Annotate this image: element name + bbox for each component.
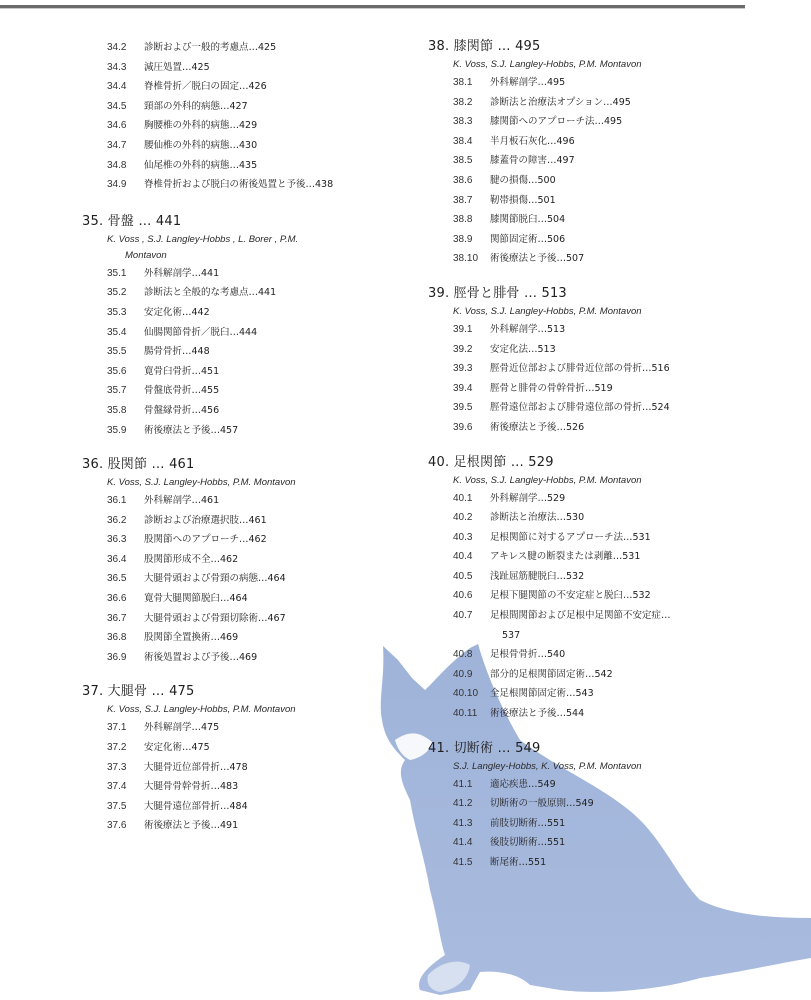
- chapter-title[interactable]: 40. 足根関節 … 529: [428, 454, 554, 470]
- toc-entry[interactable]: [453, 853, 788, 873]
- entry-number: 35.7: [107, 385, 127, 397]
- entry-text: 適応疾患…549: [490, 778, 556, 790]
- toc-entry[interactable]: [453, 814, 788, 834]
- entry-number: 38.2: [453, 96, 473, 108]
- toc-entry[interactable]: [107, 569, 412, 589]
- entry-text: 寛骨臼骨折…451: [144, 365, 220, 377]
- chapter-authors: K. Voss, S.J. Langley-Hobbs, P.M. Montavon: [453, 305, 642, 317]
- toc-entry[interactable]: [453, 794, 788, 814]
- entry-text: 安定化術…475: [144, 742, 210, 754]
- entry-number: 37.6: [107, 820, 127, 832]
- entry-number: 35.1: [107, 267, 127, 279]
- entry-number: 38.10: [453, 253, 479, 265]
- toc-entry[interactable]: [453, 249, 788, 269]
- entry-number: 41.4: [453, 837, 473, 849]
- entry-text: 大腿骨骨幹骨折…483: [144, 781, 239, 793]
- chapter-authors: K. Voss, S.J. Langley-Hobbs, P.M. Montavon: [453, 59, 642, 70]
- entry-text: 膝関節脱臼…504: [490, 214, 566, 226]
- toc-entry[interactable]: [107, 797, 412, 817]
- entry-number: 37.3: [107, 761, 127, 773]
- toc-entry[interactable]: [107, 589, 412, 609]
- toc-entry[interactable]: [453, 508, 788, 528]
- toc-entry[interactable]: [453, 567, 788, 587]
- toc-entry[interactable]: [453, 586, 788, 606]
- toc-entry[interactable]: [107, 362, 412, 382]
- entry-text: 股関節全置換術…469: [144, 632, 239, 644]
- entry-text: 仙尾椎の外科的病態…435: [144, 159, 258, 171]
- entry-text: 腰仙椎の外科的病態…430: [144, 139, 258, 151]
- entry-text: 切断術の一般原則…549: [490, 798, 594, 810]
- toc-entry[interactable]: [453, 132, 788, 152]
- chapter-41: [428, 740, 788, 873]
- entry-number: 40.7: [453, 610, 473, 622]
- entry-list: [82, 38, 412, 195]
- toc-entry[interactable]: [107, 718, 412, 738]
- toc-entry[interactable]: [453, 230, 788, 250]
- right-column: [428, 38, 788, 889]
- toc-entry[interactable]: [453, 359, 788, 379]
- toc-entry[interactable]: [107, 628, 412, 648]
- toc-entry[interactable]: [107, 381, 412, 401]
- entry-number: 38.7: [453, 194, 473, 206]
- toc-entry[interactable]: [107, 758, 412, 778]
- entry-text: 脛骨と腓骨の骨幹骨折…519: [490, 382, 613, 394]
- entry-list: [82, 491, 412, 667]
- entry-number: 40.1: [453, 492, 473, 504]
- entry-number: 34.6: [107, 120, 127, 132]
- entry-number: 38.8: [453, 214, 473, 226]
- entry-text: 大腿骨頭および骨頸切除術…467: [144, 612, 286, 624]
- entry-text: 脊椎骨折および脱臼の術後処置と予後…438: [144, 179, 334, 191]
- entry-text: 膝関節へのアプローチ法…495: [490, 116, 623, 128]
- entry-text: 大腿骨遠位部骨折…484: [144, 800, 248, 812]
- chapter-authors: K. Voss, S.J. Langley-Hobbs, P.M. Montavon: [107, 704, 296, 716]
- entry-text: 術後療法と予後…491: [144, 820, 239, 832]
- entry-number: 39.5: [453, 402, 473, 414]
- entry-text: 安定化術…442: [144, 306, 210, 318]
- entry-text: 関節固定術…506: [490, 233, 566, 245]
- entry-number: 35.5: [107, 346, 127, 358]
- entry-number: 40.3: [453, 531, 473, 543]
- entry-text: 仙腸関節骨折／脱臼…444: [144, 326, 258, 338]
- chapter-37: [82, 683, 412, 836]
- entry-text: 膝蓋骨の障害…497: [490, 155, 575, 167]
- entry-number: 34.2: [107, 42, 127, 53]
- toc-entry[interactable]: [453, 210, 788, 230]
- chapter-title[interactable]: 35. 骨盤 … 441: [82, 213, 182, 229]
- entry-text: 外科解剖学…513: [490, 323, 566, 335]
- entry-text: 術後療法と予後…507: [490, 253, 585, 265]
- toc-entry[interactable]: [107, 738, 412, 758]
- toc-entry[interactable]: [107, 303, 412, 323]
- entry-number: 36.2: [107, 514, 127, 526]
- chapter-36: [82, 456, 412, 667]
- entry-number: 41.3: [453, 817, 473, 829]
- entry-number: 34.5: [107, 100, 127, 112]
- entry-number: 35.8: [107, 404, 127, 416]
- toc-entry[interactable]: [453, 684, 788, 704]
- entry-text: 術後処置および予後…469: [144, 651, 258, 663]
- entry-number: 40.8: [453, 649, 473, 661]
- entry-text: 外科解剖学…495: [490, 77, 566, 88]
- toc-entry[interactable]: [107, 777, 412, 797]
- entry-text: 外科解剖学…441: [144, 267, 220, 279]
- entry-text: 前肢切断術…551: [490, 817, 566, 829]
- toc-entry[interactable]: [453, 112, 788, 132]
- toc-entry[interactable]: [453, 528, 788, 548]
- entry-text: 術後療法と予後…526: [490, 421, 585, 433]
- entry-text: 靭帯損傷…501: [490, 194, 556, 206]
- entry-list: [428, 320, 788, 438]
- toc-entry[interactable]: [107, 550, 412, 570]
- toc-entry[interactable]: [453, 645, 788, 665]
- entry-number: 40.10: [453, 688, 479, 700]
- chapter-40: [428, 454, 788, 724]
- entry-text: 足根関節に対するアプローチ法…531: [490, 531, 651, 543]
- toc-entry[interactable]: [107, 648, 412, 668]
- chapter-35: [82, 213, 412, 440]
- chapter-title[interactable]: 39. 脛骨と腓骨 … 513: [428, 285, 567, 301]
- toc-entry[interactable]: [453, 191, 788, 211]
- entry-text: 頸部の外科的病態…427: [144, 100, 248, 112]
- toc-entry[interactable]: [107, 401, 412, 421]
- toc-entry[interactable]: [107, 530, 412, 550]
- entry-number: 37.4: [107, 781, 127, 793]
- entry-number: 35.3: [107, 306, 127, 318]
- entry-number: 40.9: [453, 668, 473, 680]
- entry-number: 36.4: [107, 553, 127, 565]
- entry-text: 足根間関節および足根中足関節不安定症… 537: [490, 610, 671, 641]
- entry-number: 40.4: [453, 551, 473, 563]
- entry-number: 36.8: [107, 632, 127, 644]
- entry-number: 35.2: [107, 287, 127, 299]
- entry-number: 34.8: [107, 159, 127, 171]
- entry-text: 減圧処置…425: [144, 61, 210, 73]
- toc-entry[interactable]: [107, 609, 412, 629]
- entry-number: 38.5: [453, 155, 473, 167]
- chapter-authors: K. Voss, S.J. Langley-Hobbs, P.M. Montavon: [107, 477, 296, 489]
- entry-list: [82, 264, 412, 440]
- entry-text: 診断および一般的考慮点…425: [144, 42, 277, 53]
- entry-text: 胸腰椎の外科的病態…429: [144, 120, 258, 132]
- toc-entry[interactable]: [453, 418, 788, 438]
- chapter-title[interactable]: 36. 股関節 … 461: [82, 457, 195, 473]
- entry-text: 腸骨骨折…448: [144, 346, 210, 358]
- entry-text: 浅趾屈筋腱脱臼…532: [490, 570, 585, 582]
- toc-entry[interactable]: [107, 38, 412, 58]
- entry-text: 脛骨近位部および腓骨近位部の骨折…516: [490, 363, 670, 375]
- entry-text: 脊椎骨折／脱臼の固定…426: [144, 81, 267, 93]
- entry-text: 外科解剖学…475: [144, 722, 220, 734]
- toc-entry[interactable]: [453, 704, 788, 724]
- toc-entry[interactable]: [453, 171, 788, 191]
- chapter-authors: S.J. Langley-Hobbs, K. Voss, P.M. Montavon: [453, 760, 642, 772]
- entry-text: アキレス腱の断裂または剥離…531: [490, 551, 641, 563]
- entry-text: 腱の損傷…500: [490, 174, 556, 186]
- entry-number: 39.2: [453, 343, 473, 355]
- chapter-title[interactable]: 37. 大腿骨 … 475: [82, 684, 195, 700]
- entry-number: 37.5: [107, 800, 127, 812]
- entry-text: 外科解剖学…529: [490, 492, 566, 504]
- toc-entry[interactable]: [107, 283, 412, 303]
- entry-text: 診断法と治療法…530: [490, 512, 585, 524]
- entry-text: 足根骨骨折…540: [490, 649, 566, 661]
- toc-entry[interactable]: [107, 421, 412, 441]
- entry-text: 足根下腿関節の不安定症と脱臼…532: [490, 590, 651, 602]
- entry-number: 39.1: [453, 323, 473, 335]
- entry-number: 39.6: [453, 421, 473, 433]
- entry-number: 35.4: [107, 326, 127, 338]
- entry-number: 37.2: [107, 742, 127, 754]
- entry-number: 37.1: [107, 722, 127, 734]
- toc-entry[interactable]: [453, 320, 788, 340]
- entry-text: 股関節形成不全…462: [144, 553, 239, 565]
- chapter-authors: K. Voss , S.J. Langley-Hobbs , L. Borer , P.M. Montavon: [107, 233, 299, 261]
- toc-entry[interactable]: [107, 342, 412, 362]
- toc-entry[interactable]: [453, 833, 788, 853]
- entry-text: 寛骨大腿関節脱臼…464: [144, 593, 248, 605]
- entry-number: 34.3: [107, 61, 127, 73]
- entry-text: 大腿骨近位部骨折…478: [144, 761, 248, 773]
- toc-entry[interactable]: [107, 491, 412, 511]
- entry-text: 後肢切断術…551: [490, 837, 566, 849]
- entry-number: 38.4: [453, 135, 473, 147]
- entry-number: 34.7: [107, 139, 127, 151]
- entry-number: 38.6: [453, 174, 473, 186]
- toc-entry[interactable]: [107, 323, 412, 343]
- entry-number: 41.5: [453, 857, 473, 868]
- entry-text: 半月板石灰化…496: [490, 135, 575, 147]
- entry-text: 全足根関節固定術…543: [490, 688, 594, 700]
- toc-entry[interactable]: [107, 816, 412, 836]
- entry-number: 40.2: [453, 512, 473, 524]
- entry-number: 35.9: [107, 424, 127, 436]
- entry-number: 36.5: [107, 573, 127, 585]
- entry-list: [428, 489, 788, 724]
- entry-text: 診断法と全般的な考慮点…441: [144, 287, 277, 299]
- entry-text: 大腿骨頭および骨頸の病態…464: [144, 573, 286, 585]
- toc-entry[interactable]: [107, 264, 412, 284]
- entry-text: 骨盤底骨折…455: [144, 385, 220, 397]
- toc-entry[interactable]: [453, 489, 788, 509]
- toc-entry[interactable]: [453, 398, 788, 418]
- entry-number: 41.2: [453, 798, 473, 810]
- toc-entry[interactable]: [107, 175, 412, 195]
- entry-number: 39.4: [453, 382, 473, 394]
- chapter-title[interactable]: 41. 切断術 … 549: [428, 740, 541, 756]
- entry-text: 脛骨遠位部および腓骨遠位部の骨折…524: [490, 402, 670, 414]
- toc-entry[interactable]: [107, 97, 412, 117]
- toc-entry[interactable]: [453, 775, 788, 795]
- chapter-38: [428, 38, 788, 269]
- toc-entry[interactable]: [453, 151, 788, 171]
- toc-entry[interactable]: [107, 511, 412, 531]
- entry-list: [428, 73, 788, 269]
- entry-text: 断尾術…551: [490, 857, 547, 868]
- toc-entry[interactable]: [453, 547, 788, 567]
- left-column: [82, 38, 412, 852]
- entry-number: 36.7: [107, 612, 127, 624]
- toc-entry[interactable]: [453, 379, 788, 399]
- entry-list: [82, 718, 412, 836]
- toc-entry[interactable]: [453, 340, 788, 360]
- entry-text: 骨盤縁骨折…456: [144, 404, 220, 416]
- toc-entry[interactable]: [453, 93, 788, 113]
- entry-number: 36.6: [107, 593, 127, 605]
- entry-number: 34.4: [107, 81, 127, 93]
- entry-number: 38.3: [453, 116, 473, 128]
- entry-text: 診断法と治療法オプション…495: [490, 96, 631, 108]
- entry-number: 40.6: [453, 590, 473, 602]
- entry-text: 外科解剖学…461: [144, 495, 220, 507]
- entry-list: [428, 775, 788, 873]
- toc-entry[interactable]: [107, 156, 412, 176]
- entry-text: 診断および治療選択肢…461: [144, 514, 267, 526]
- entry-number: 41.1: [453, 778, 473, 790]
- chapter-authors: K. Voss, S.J. Langley-Hobbs, P.M. Montavon: [453, 474, 642, 486]
- chapter-34-continued: [82, 38, 412, 195]
- entry-text: 術後療法と予後…544: [490, 708, 585, 720]
- entry-number: 40.5: [453, 570, 473, 582]
- entry-number: 35.6: [107, 365, 127, 377]
- entry-text: 術後療法と予後…457: [144, 424, 239, 436]
- entry-number: 36.1: [107, 495, 127, 507]
- toc-entry[interactable]: [453, 606, 788, 645]
- toc-entry[interactable]: [107, 116, 412, 136]
- entry-text: 安定化法…513: [490, 343, 556, 355]
- entry-number: 36.3: [107, 534, 127, 546]
- entry-number: 40.11: [453, 708, 478, 720]
- toc-entry[interactable]: [453, 665, 788, 685]
- entry-number: 36.9: [107, 651, 127, 663]
- entry-text: 部分的足根関節固定術…542: [490, 668, 613, 680]
- entry-number: 38.9: [453, 233, 473, 245]
- chapter-39: [428, 285, 788, 438]
- toc-entry[interactable]: [107, 58, 412, 78]
- toc-entry[interactable]: [107, 136, 412, 156]
- entry-text: 股関節へのアプローチ…462: [144, 534, 267, 546]
- entry-number: 38.1: [453, 77, 473, 88]
- entry-number: 34.9: [107, 179, 127, 191]
- toc-entry[interactable]: [453, 73, 788, 93]
- entry-number: 39.3: [453, 363, 473, 375]
- toc-entry[interactable]: [107, 77, 412, 97]
- chapter-title[interactable]: 38. 膝関節 … 495: [428, 39, 541, 54]
